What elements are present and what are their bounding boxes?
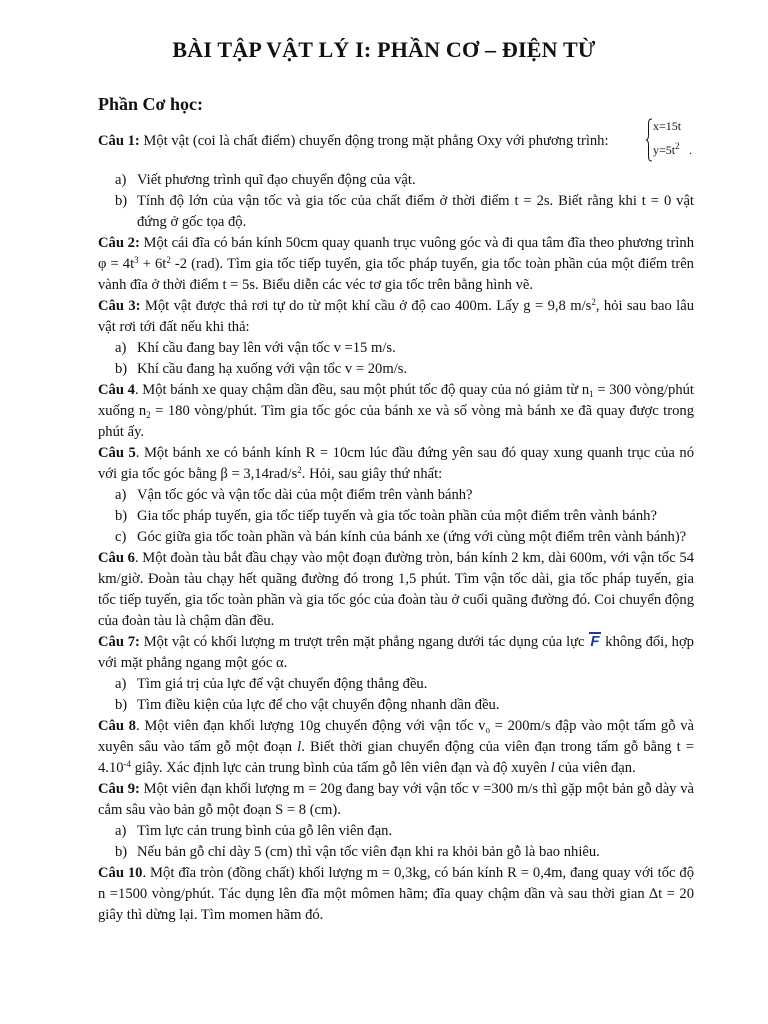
equation-y-exponent: 2: [675, 141, 680, 151]
list-marker: a): [115, 487, 127, 503]
list-item-text: Tìm giá trị của lực để vật chuyển động thẳng đều.: [137, 676, 428, 692]
question-9-label: Câu 9:: [98, 781, 140, 797]
list-item: [98, 821, 694, 842]
question-4-label: Câu 4: [98, 382, 135, 398]
question-8-label: Câu 8: [98, 718, 136, 734]
question-3: [98, 296, 694, 338]
list-item-text: Góc giữa gia tốc toàn phần và bán kính của bánh xe (ứng với cùng một điểm trên vành bánh)?: [137, 529, 687, 545]
question-5-label: Câu 5: [98, 445, 136, 461]
subscript: 1: [589, 389, 594, 399]
variable-l: l: [550, 760, 555, 776]
list-item: [98, 527, 694, 548]
list-item: [98, 842, 694, 863]
question-8-text: . Biết thời gian chuyển động của viên đạn trong tấm gỗ bằng t = 4.10: [98, 739, 695, 776]
equation-x: x=15t: [653, 119, 682, 133]
question-1-stem: [98, 131, 609, 152]
section-heading: Phần Cơ học:: [98, 94, 203, 114]
question-5-text: . Một bánh xe có bánh kính R = 10cm lúc đầu đứng yên sau đó quay xung quanh trục của nó với gia tốc góc bằng β = 3,14rad/s: [98, 445, 694, 482]
question-3-text: , hỏi sau bao lâu vật rơi tới đất nếu khi thả:: [98, 298, 694, 335]
list-item-text: Khí cầu đang hạ xuống với vận tốc v = 20m/s.: [137, 361, 408, 377]
list-item-text: Viết phương trình quĩ đạo chuyển động của vật.: [137, 172, 416, 188]
list-item: [98, 191, 694, 233]
document-title: BÀI TẬP VẬT LÝ I: PHẦN CƠ – ĐIỆN TỪ: [172, 37, 596, 62]
list-item-text: Tìm điều kiện của lực để cho vật chuyển động nhanh dần đều.: [137, 697, 500, 713]
exponent: 3: [134, 255, 139, 265]
question-1-label: Câu 1:: [98, 133, 140, 149]
list-item: [98, 695, 694, 716]
list-marker: b): [115, 844, 128, 860]
question-6: [98, 548, 694, 632]
question-2: [98, 233, 694, 296]
list-item-text: Tìm lực cản trung bình của gỗ lên viên đạn.: [137, 823, 393, 839]
question-10: [98, 863, 694, 926]
list-marker: c): [115, 529, 127, 545]
question-4-text: = 180 vòng/phút. Tìm gia tốc góc của bánh xe và số vòng mà bánh xe đã quay được trong phút ấy.: [98, 403, 694, 440]
question-9: [98, 779, 694, 821]
question-1-text: Một vật (coi là chất điểm) chuyển động trong mặt phẳng Oxy với phương trình:: [139, 133, 609, 149]
list-item: [98, 674, 694, 695]
exponent: 2: [297, 465, 302, 475]
question-8-text: của viên đạn.: [554, 760, 636, 776]
left-brace-icon: [645, 118, 653, 162]
list-item: [98, 506, 694, 527]
document-body: [98, 118, 694, 926]
equation-end: .: [689, 143, 692, 157]
list-item-text: Khí cầu đang bay lên với vận tốc v =15 m/s.: [137, 340, 396, 356]
list-marker: a): [115, 823, 127, 839]
question-7-text: không đổi, hợp với mặt phẳng ngang một góc α.: [98, 634, 694, 671]
exponent: 2: [166, 255, 171, 265]
question-4-text: . Một bánh xe quay chậm dần đều, sau một phút tốc độ quay của nó giảm từ n: [134, 382, 590, 398]
question-6-text: . Một đoàn tàu bắt đầu chạy vào một đoạn đường tròn, bán kính 2 km, dài 600m, với vận tốc 54 km/giờ. Đoàn tàu chạy hết quãng đường đó trong 1,5 phút. Tìm vận tốc dài, gia tốc pháp tuyến, gia tốc tiếp tuyến, gia tốc toàn phần và gia tốc góc của đoàn tàu ở cuối quãng đường đó. Coi chuyển động của đoàn tàu là chậm dần đều.: [98, 550, 694, 629]
question-3-text: Một vật được thả rơi tự do từ một khí cầu ở độ cao 400m. Lấy g = 9,8 m/s: [140, 298, 592, 314]
list-marker: b): [115, 508, 128, 524]
exponent: 2: [591, 297, 596, 307]
force-vector-icon: F: [590, 633, 600, 650]
list-marker: b): [115, 361, 128, 377]
list-item: [98, 170, 694, 191]
list-marker: a): [115, 172, 127, 188]
equation-y-base: y=5t: [653, 143, 676, 157]
list-item: [98, 359, 694, 380]
list-marker: b): [115, 697, 128, 713]
question-7-text: Một vật có khối lượng m trượt trên mặt phẳng ngang dưới tác dụng của lực: [139, 634, 589, 650]
question-8-text: giây. Xác định lực cản trung bình của tấm gỗ lên viên đạn và độ xuyên: [131, 760, 551, 776]
question-7-label: Câu 7:: [98, 634, 140, 650]
question-4-text: = 300 vòng/phút xuống n: [98, 382, 694, 419]
exponent: -4: [123, 759, 132, 769]
question-2-text: -2 (rad). Tìm gia tốc tiếp tuyến, gia tốc pháp tuyến, gia tốc toàn phần của một điểm trên vành đĩa ở thời điểm t = 5s. Biểu diễn các véc tơ gia tốc trên bằng hình vẽ.: [98, 256, 694, 293]
question-1: [98, 118, 694, 170]
question-2-text: Một cái đĩa có bán kính 50cm quay quanh trục vuông góc và đi qua tâm đĩa theo phương trình φ = 4t: [98, 235, 694, 272]
list-item-text: Tính độ lớn của vận tốc và gia tốc của chất điểm ở thời điểm t = 2s. Biết rằng khi t = 0 vật đứng ở gốc tọa độ.: [137, 193, 694, 230]
question-3-label: Câu 3:: [98, 298, 141, 314]
subscript: 2: [146, 410, 151, 420]
equation-system: [645, 118, 707, 164]
question-2-label: Câu 2:: [98, 235, 140, 251]
question-10-label: Câu 10: [98, 865, 143, 881]
question-8-text: = 200m/s đập vào một tấm gỗ và xuyên sâu vào tấm gỗ một đoạn: [98, 718, 694, 755]
list-item: [98, 338, 694, 359]
list-marker: a): [115, 676, 127, 692]
list-item-text: Vận tốc góc và vận tốc dài của một điểm trên vành bánh?: [137, 487, 473, 503]
list-item-text: Gia tốc pháp tuyến, gia tốc tiếp tuyến và gia tốc toàn phần của một điểm trên vành bánh?: [137, 508, 657, 524]
question-8-text: . Một viên đạn khối lượng 10g chuyển động với vận tốc v: [135, 718, 486, 734]
equation-y: [653, 143, 680, 157]
list-marker: b): [115, 193, 128, 209]
variable-l: l: [297, 739, 302, 755]
question-9-text: Một viên đạn khối lượng m = 20g đang bay với vận tốc v =300 m/s thì gặp một bản gỗ dày và cắm sâu vào bản gỗ một đoạn S = 8 (cm).: [98, 781, 695, 818]
question-8: [98, 716, 694, 779]
list-marker: a): [115, 340, 127, 356]
question-4: [98, 380, 694, 443]
question-10-text: . Một đĩa tròn (đồng chất) khối lượng m = 0,3kg, có bán kính R = 0,4m, đang quay với tốc độ n =1500 vòng/phút. Tác dụng lên đĩa một mômen hãm; đĩa quay chậm dần và sau thời gian ∆t = 20 giây thì dừng lại. Tìm momen hãm đó.: [98, 865, 695, 923]
list-item-text: Nếu bản gỗ chỉ dày 5 (cm) thì vận tốc viên đạn khi ra khỏi bản gỗ là bao nhiêu.: [137, 844, 600, 860]
subscript: o: [485, 725, 490, 735]
question-5-text: . Hỏi, sau giây thứ nhất:: [301, 466, 443, 482]
question-5: [98, 443, 694, 485]
question-7: [98, 632, 694, 674]
question-6-label: Câu 6: [98, 550, 135, 566]
list-item: [98, 485, 694, 506]
question-2-text: + 6t: [138, 256, 167, 272]
